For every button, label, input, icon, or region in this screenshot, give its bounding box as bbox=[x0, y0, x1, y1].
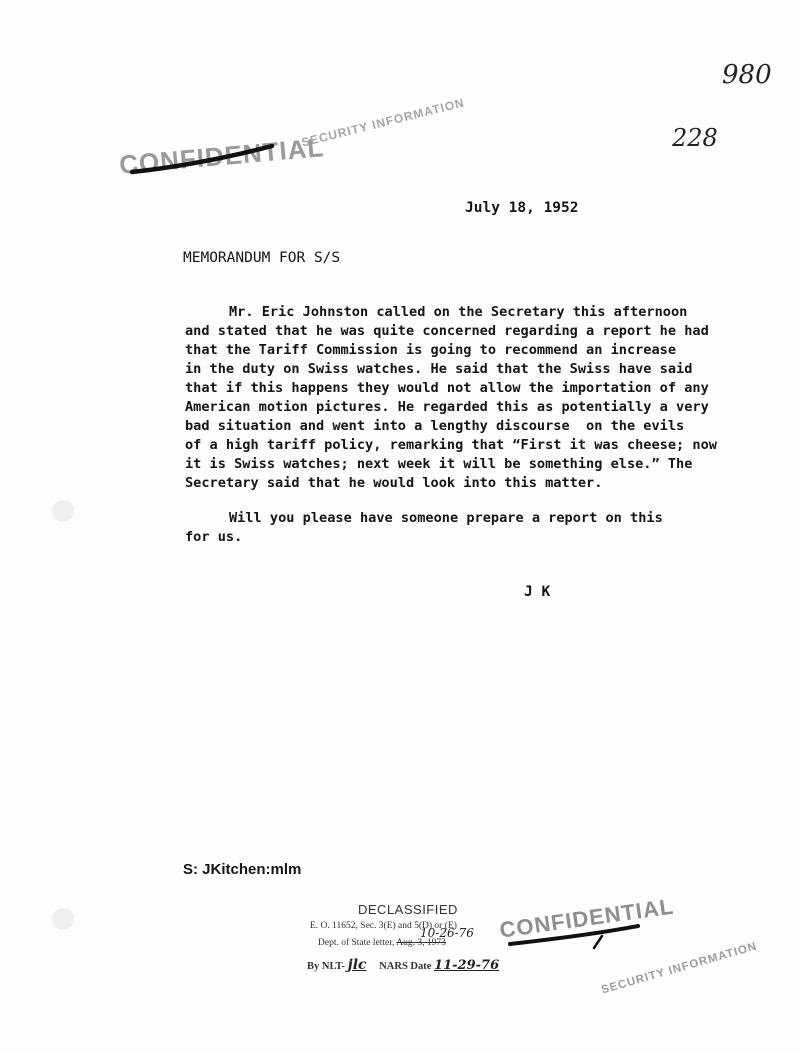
punch-hole-bottom bbox=[52, 908, 74, 930]
reference-initials: S: JKitchen:mlm bbox=[183, 861, 302, 878]
paragraph2-line: for us. bbox=[185, 529, 243, 545]
paragraph2-line: Will you please have someone prepare a report on this bbox=[229, 510, 663, 526]
paragraph1-line: that the Tariff Commission is going to recommend an increase bbox=[185, 342, 677, 358]
confidential-stamp-top-text: CONFIDENTIAL bbox=[118, 132, 326, 180]
by-initials: jlc bbox=[347, 957, 367, 973]
signature-initials: J K bbox=[524, 584, 551, 600]
handwritten-declass-date: 10-26-76 bbox=[420, 926, 474, 940]
declassified-by-line bbox=[307, 957, 499, 973]
nars-date: 11-29-76 bbox=[434, 958, 500, 973]
memo-heading: MEMORANDUM FOR S/S bbox=[183, 250, 341, 266]
security-info-stamp-bottom: SECURITY INFORMATION bbox=[600, 940, 759, 997]
memo-body bbox=[185, 303, 725, 547]
declassified-line1: E. O. 11652, Sec. 3(E) and 5(D) or (E) bbox=[310, 921, 457, 931]
paragraph1-line: and stated that he was quite concerned regarding a report he had bbox=[185, 323, 709, 339]
strike-line-bottom bbox=[506, 914, 646, 954]
paragraph1-line: that if this happens they would not allow the importation of any bbox=[185, 380, 709, 396]
struck-date: Aug. 3, 1973 bbox=[396, 938, 446, 948]
punch-hole-top bbox=[52, 500, 74, 522]
handwritten-doc-number: 980 bbox=[722, 60, 772, 90]
paragraph1-line: in the duty on Swiss watches. He said that the Swiss have said bbox=[185, 361, 693, 377]
dept-letter-label: Dept. of State letter, bbox=[318, 938, 395, 948]
security-info-stamp-top: SECURITY INFORMATION bbox=[300, 95, 466, 150]
paragraph1-line: it is Swiss watches; next week it will be something else.” The bbox=[185, 456, 693, 472]
paragraph1-line: of a high tariff policy, remarking that “First it was cheese; now bbox=[185, 437, 717, 453]
strike-line-top bbox=[128, 140, 278, 180]
paragraph1-line: American motion pictures. He regarded this as potentially a very bbox=[185, 399, 709, 415]
paragraph1-line: bad situation and went into a lengthy discourse on the evils bbox=[185, 418, 685, 434]
confidential-stamp-bottom-text: CONFIDENTIAL bbox=[498, 893, 676, 943]
by-label: By NLT- bbox=[307, 961, 346, 972]
handwritten-page-number: 228 bbox=[672, 124, 718, 152]
memo-date: July 18, 1952 bbox=[465, 200, 579, 216]
paragraph1-line: Secretary said that he would look into this matter. bbox=[185, 475, 603, 491]
nars-label: NARS Date bbox=[379, 961, 432, 972]
declassified-title: DECLASSIFIED bbox=[358, 902, 458, 917]
paragraph1-line: Mr. Eric Johnston called on the Secretary this afternoon bbox=[229, 304, 688, 320]
